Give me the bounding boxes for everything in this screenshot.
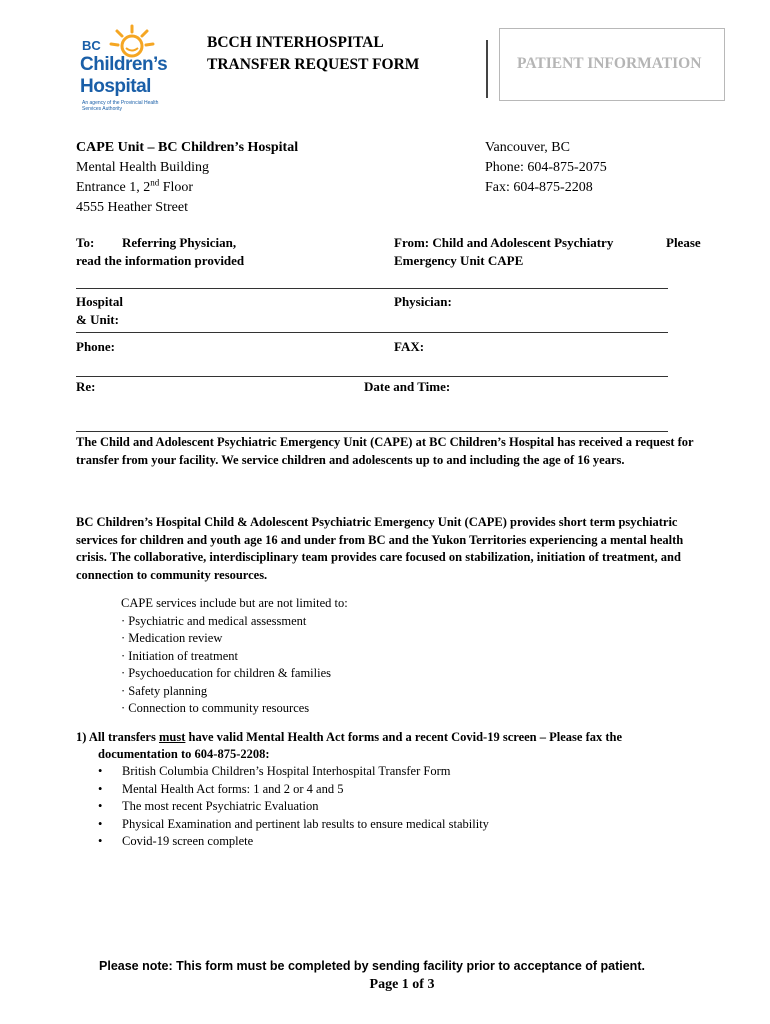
patient-information-box[interactable] — [499, 28, 725, 101]
address-block — [76, 138, 298, 218]
hospital-label: Hospital — [76, 294, 123, 309]
services-list — [121, 595, 348, 718]
address-street: 4555 Heather Street — [76, 200, 188, 215]
list-item: • Mental Health Act forms: 1 and 2 or 4 and 5 — [76, 781, 716, 799]
from-line2: Emergency Unit CAPE — [394, 253, 524, 268]
fax-field[interactable]: FAX: — [394, 339, 425, 354]
list-item: • British Columbia Children’s Hospital Interhospital Transfer Form — [76, 763, 716, 781]
list-item: • Physical Examination and pertinent lab results to ensure medical stability — [76, 816, 716, 834]
documents-list — [76, 763, 716, 851]
to-label: To: — [76, 235, 95, 250]
phone-field[interactable]: Phone: — [76, 339, 115, 354]
please-text: Please — [666, 235, 701, 250]
list-item: • Covid-19 screen complete — [76, 833, 716, 851]
field-rule — [76, 332, 668, 333]
intro-paragraph: The Child and Adolescent Psychiatric Emergency Unit (CAPE) at BC Children’s Hospital has received a request for transfer from your facility. We service children and adolescents up to and including the age of 16 years. — [76, 435, 694, 467]
address-unit: CAPE Unit – BC Children’s Hospital — [76, 140, 299, 155]
contact-city: Vancouver, BC — [485, 140, 570, 155]
form-title-line2: TRANSFER REQUEST FORM — [207, 56, 420, 73]
services-intro: CAPE services include but are not limited to: — [121, 596, 348, 610]
list-item: • The most recent Psychiatric Evaluation — [76, 798, 716, 816]
logo-bc: BC — [82, 38, 101, 53]
form-title — [207, 32, 419, 76]
requirement-item-1-line2: documentation to 604-875-2208: — [98, 747, 270, 761]
address-building: Mental Health Building — [76, 160, 209, 175]
re-field[interactable]: Re: — [76, 379, 96, 394]
patient-information-label: PATIENT INFORMATION — [517, 55, 702, 72]
list-item: · Initiation of treatment — [121, 648, 238, 663]
footer-note: Please note: This form must be completed by sending facility prior to acceptance of patient. — [99, 959, 645, 973]
list-item: · Psychoeducation for children & families — [121, 666, 332, 680]
list-item: · Safety planning — [121, 683, 208, 698]
requirement-item-1: 1) All transfers must have valid Mental Health Act forms and a recent Covid-19 screen – Please fax the — [76, 730, 623, 744]
form-title-line1: BCCH INTERHOSPITAL — [207, 34, 384, 51]
address-entrance: Entrance 1, 2nd Floor — [76, 177, 194, 195]
date-time-field[interactable]: Date and Time: — [364, 379, 451, 394]
field-rule — [76, 288, 668, 289]
hospital-unit-field[interactable] — [76, 293, 123, 328]
cape-description-paragraph: BC Children’s Hospital Child & Adolescent Psychiatric Emergency Unit (CAPE) provides short term psychiatric services for children and youth age 16 and under from BC and the Yukon Territories experiencing a mental health crisis. The collaborative, interdisciplinary team provides care focused on stabilization, initiation of treatment, and connection to community resources. — [76, 515, 684, 582]
contact-phone: Phone: 604-875-2075 — [485, 160, 607, 175]
logo-tagline: An agency of the Provincial Health Services Authority — [82, 100, 159, 112]
contact-fax: Fax: 604-875-2208 — [485, 180, 593, 195]
unit-label: & Unit: — [76, 311, 119, 327]
to-value: Referring Physician, — [122, 235, 237, 250]
logo-hospital: Hospital — [80, 76, 151, 97]
list-item: · Connection to community resources — [121, 701, 310, 715]
header-divider — [486, 40, 488, 98]
field-rule — [76, 431, 668, 432]
bc-childrens-hospital-logo — [80, 24, 190, 116]
contact-block — [485, 138, 607, 198]
physician-field[interactable]: Physician: — [394, 294, 452, 309]
field-rule — [76, 376, 668, 377]
page-number: Page 1 of 3 — [369, 977, 435, 992]
list-item: · Psychiatric and medical assessment — [121, 613, 307, 628]
list-item: · Medication review — [121, 631, 223, 645]
logo-childrens: Children’s — [80, 54, 168, 75]
to-line2: read the information provided — [76, 253, 245, 268]
from-line1: From: Child and Adolescent Psychiatry — [394, 235, 614, 250]
